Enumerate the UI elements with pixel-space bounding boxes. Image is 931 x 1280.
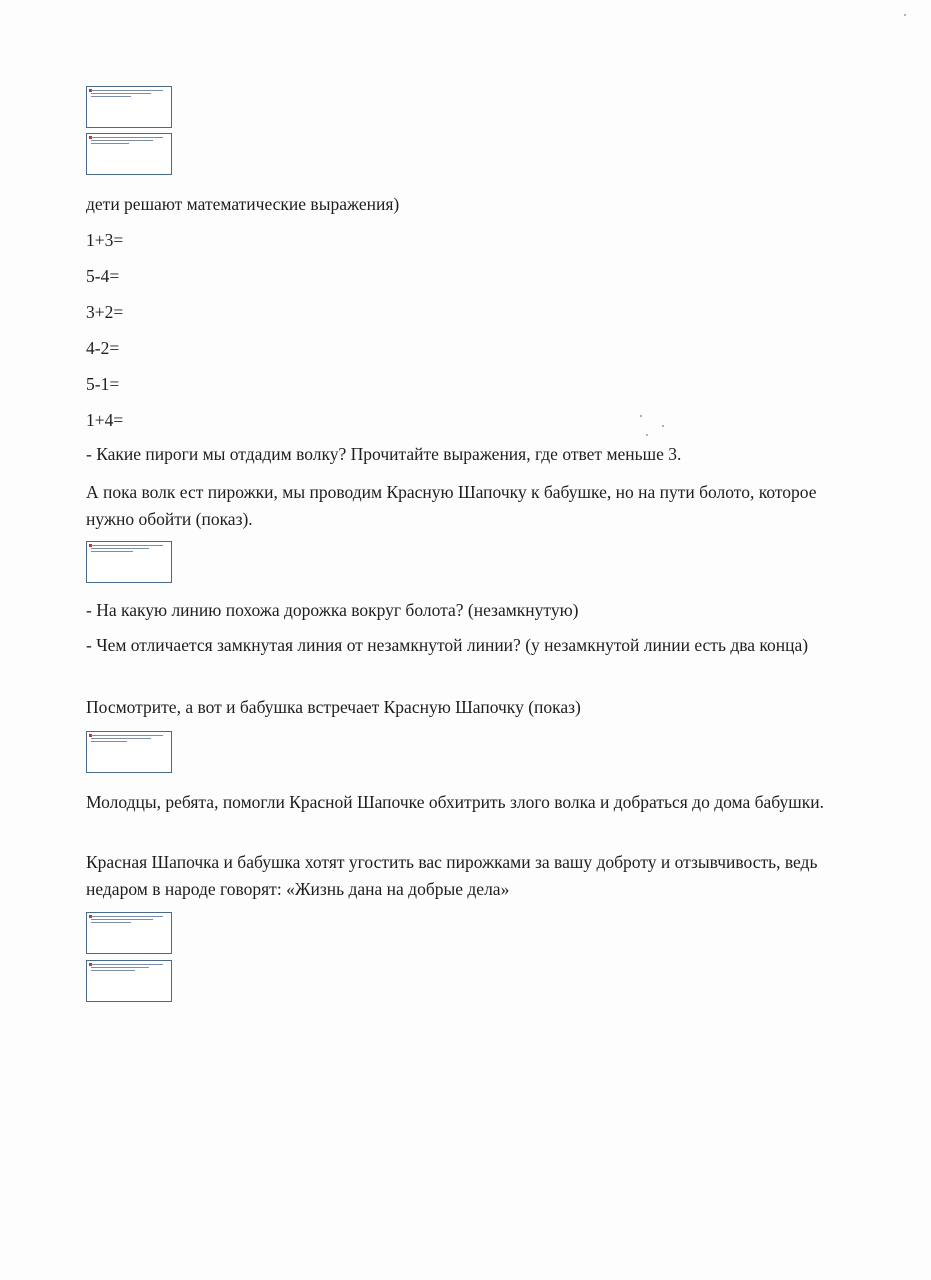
question-line-difference: - Чем отличается замкнутая линия от незамкнутой линии? (у незамкнутой линии есть два конца): [86, 635, 809, 655]
expression-3: 3+2=: [86, 302, 124, 322]
scan-speck: [640, 415, 642, 417]
question-line-type: - На какую линию похожа дорожка вокруг болота? (незамкнутую): [86, 600, 579, 620]
scan-speck: [662, 425, 664, 427]
image-thumbnail-5: [86, 912, 172, 954]
paragraph-swamp: А пока волк ест пирожки, мы проводим Красную Шапочку к бабушке, но на пути болото, которое нужно обойти (показ).: [86, 482, 817, 529]
question-pies: - Какие пироги мы отдадим волку? Прочитайте выражения, где ответ меньше 3.: [86, 444, 682, 464]
paragraph-grandmother: Посмотрите, а вот и бабушка встречает Красную Шапочку (показ): [86, 697, 581, 717]
image-thumbnail-3: [86, 541, 172, 583]
paragraph-praise: Молодцы, ребята, помогли Красной Шапочке обхитрить злого волка и добраться до дома бабушки.: [86, 792, 824, 812]
scan-speck: [904, 14, 906, 16]
expression-1: 1+3=: [86, 230, 124, 250]
expression-2: 5-4=: [86, 266, 120, 286]
expression-5: 5-1=: [86, 374, 120, 394]
image-thumbnail-2: [86, 133, 172, 175]
expression-6: 1+4=: [86, 410, 124, 430]
scan-speck: [646, 434, 648, 436]
expression-4: 4-2=: [86, 338, 120, 358]
image-thumbnail-4: [86, 731, 172, 773]
paragraph-treat: Красная Шапочка и бабушка хотят угостить вас пирожками за вашу доброту и отзывчивость, ведь недаром в народе говорят: «Жизнь дана на добрые дела»: [86, 852, 818, 899]
paragraph-task: дети решают математические выражения): [86, 194, 400, 214]
image-thumbnail-6: [86, 960, 172, 1002]
image-thumbnail-1: [86, 86, 172, 128]
